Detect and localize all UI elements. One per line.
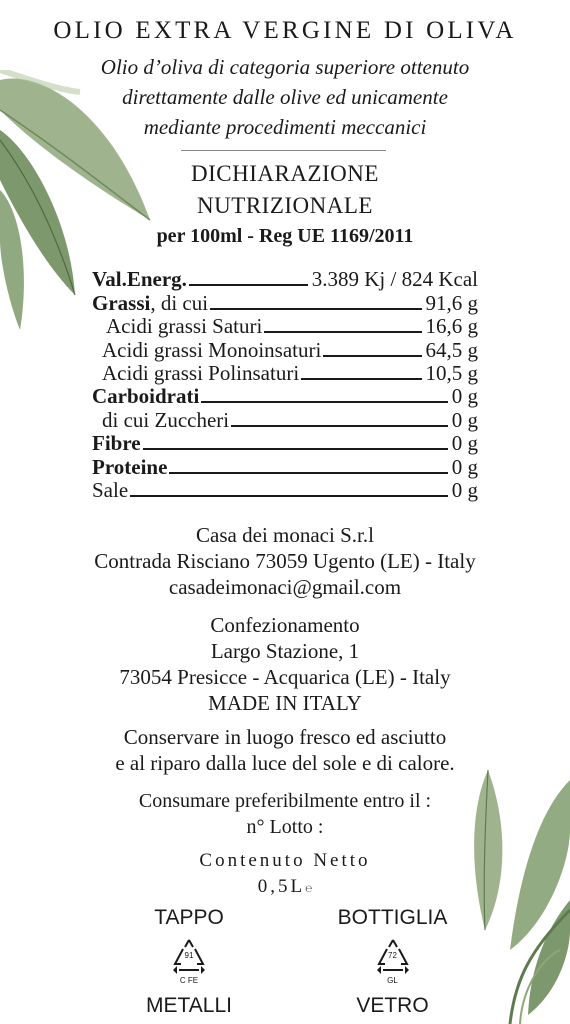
nutrient-label: Val.Energ. [92,267,187,292]
nutrition-declaration-heading [0,158,570,222]
packaging-label: Confezionamento [210,613,360,637]
nutrient-value: 0 g [451,454,478,479]
nutrition-row-saturated [92,315,478,338]
company-name: Casa dei monaci S.r.l [196,523,374,547]
recycling-material-label: METALLI [146,994,232,1017]
description-line: direttamente dalle olive ed unicamente [122,85,448,109]
nutrient-label: Carboidrati [92,384,200,409]
recycling-code: 72 [388,951,397,960]
nutrient-value: 10,5 g [425,360,478,385]
nutrition-row-carbohydrates [92,385,478,408]
storage-line: e al riparo dalla luce del sole e di calore. [115,751,455,775]
leader-line [143,448,448,450]
nutrition-row-protein [92,455,478,478]
recycling-part-label: BOTTIGLIA [337,906,448,929]
nutrient-value: 3.389 Kj / 824 Kcal [311,267,478,292]
leader-line [189,284,308,286]
origin-label: MADE IN ITALY [208,691,362,715]
nutrient-value: 91,6 g [425,290,478,315]
company-address: Contrada Risciano 73059 Ugento (LE) - Italy [94,549,476,573]
best-before-info [0,788,570,840]
estimated-sign-icon: ℮ [305,881,313,895]
divider [181,150,386,151]
product-title: OLIO EXTRA VERGINE DI OLIVA [53,17,517,44]
nutrient-value: 0 g [451,431,478,456]
nutrient-value: 0 g [451,384,478,409]
recycling-material-label: VETRO [356,994,429,1017]
description-line: mediante procedimenti meccanici [143,115,427,139]
packaging-info [0,612,570,716]
net-content [0,876,570,898]
net-content-value: 0,5L [257,876,306,897]
packaging-street: Largo Stazione, 1 [210,639,360,663]
company-email: casadeimonaci@gmail.com [168,575,402,599]
storage-instructions [0,724,570,776]
net-content-label: Contenuto Netto [199,850,371,871]
leader-line [301,378,421,380]
leader-line [130,495,448,497]
leader-line [201,401,447,403]
recycling-cap [127,906,251,1018]
leader-line [210,308,421,310]
nutrient-value: 0 g [451,477,478,502]
leader-line [231,425,448,427]
storage-line: Conservare in luogo fresco ed asciutto [123,725,447,749]
best-before-label: Consumare preferibilmente entro il : [138,790,432,812]
recycling-material-code: GL [387,976,398,985]
nutrient-label: Acidi grassi Saturi [106,314,263,339]
heading-line: NUTRIZIONALE [197,193,373,218]
nutrient-label: Fibre [92,431,141,456]
nutrient-value: 0 g [451,407,478,432]
nutrient-value: 64,5 g [425,337,478,362]
nutrient-label: di cui Zuccheri [102,407,230,432]
nutrient-label: Grassi [92,290,151,315]
recycling-code: 91 [184,951,194,960]
nutrient-label-suffix: , di cui [150,290,209,315]
recycling-part-label: TAPPO [154,906,224,929]
nutrient-label: Acidi grassi Polinsaturi [102,360,300,385]
nutrition-row-energy [92,268,478,291]
nutrition-row-fibre [92,432,478,455]
nutrition-row-fat [92,291,478,314]
packaging-city: 73054 Presicce - Acquarica (LE) - Italy [119,665,451,689]
nutrition-row-sugars [92,408,478,431]
recycling-bottle [320,906,465,1018]
product-description [0,52,570,142]
nutrition-row-polyunsaturated [92,362,478,385]
producer-info [0,522,570,600]
recycling-material-code: C FE [179,976,199,985]
nutrient-label: Sale [92,477,129,502]
heading-line: DICHIARAZIONE [191,161,379,186]
nutrient-value: 16,6 g [425,314,478,339]
nutrition-row-monounsaturated [92,338,478,361]
leader-line [323,355,421,357]
nutrition-table [92,268,478,502]
nutrient-label: Acidi grassi Monoinsaturi [102,337,322,362]
description-line: Olio d’oliva di categoria superiore ottenuto [100,55,470,79]
leader-line [264,331,421,333]
lot-label: n° Lotto : [246,816,324,838]
recycle-triangle-icon [165,936,213,986]
nutrition-row-salt [92,479,478,502]
leader-line [169,472,447,474]
nutrition-basis: per 100ml - Reg UE 1169/2011 [156,225,414,247]
recycle-triangle-icon [369,936,417,986]
nutrient-label: Proteine [92,454,168,479]
